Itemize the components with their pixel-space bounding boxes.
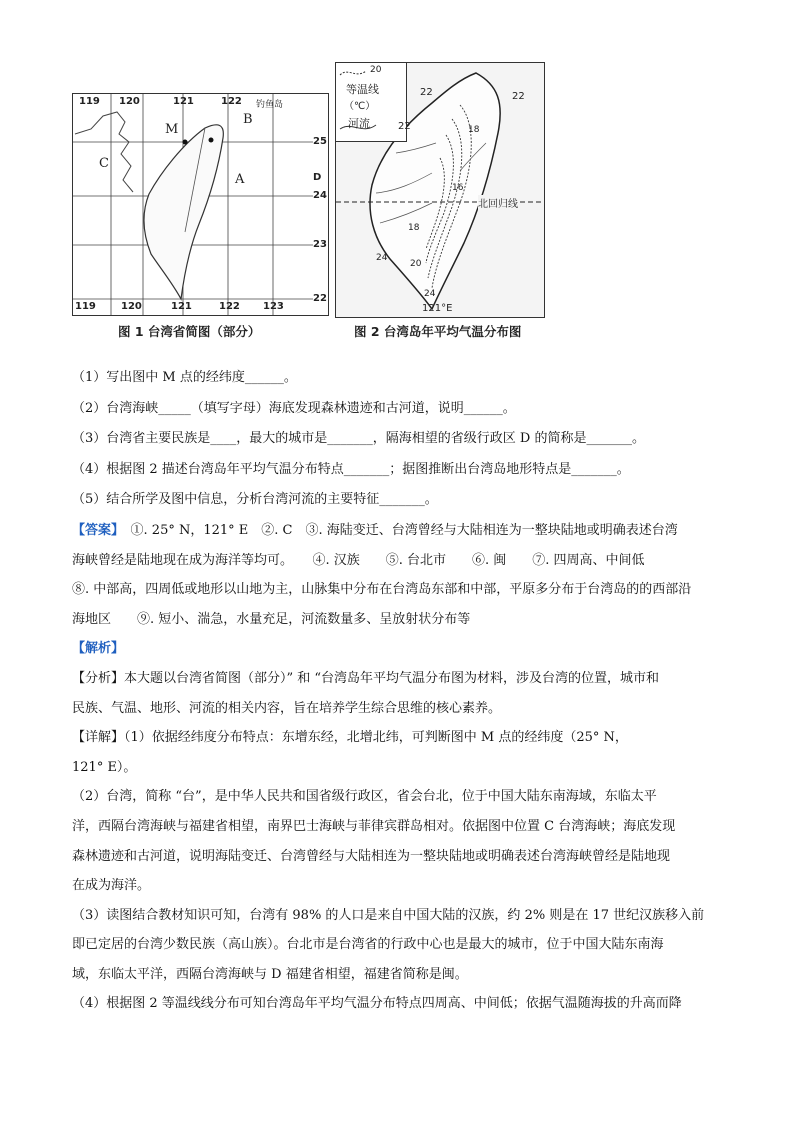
detail-line: 即已定居的台湾少数民族（高山族）。台北市是台湾省的行政中心也是最大的城市，位于中国大陆东南海 — [72, 937, 664, 953]
answer-line: 海地区 ⑨. 短小、湍急，水量充足，河流数量多、呈放射状分布等 — [72, 611, 471, 627]
detail-line: （4）根据图 2 等温线线分布可知台湾岛年平均气温分布特点四周高、中间低；依据气温随海拔的升高而降 — [72, 996, 682, 1012]
fig1-top-tick: 120 — [119, 96, 140, 107]
analysis-tag: 【解析】 — [72, 641, 125, 657]
isotherm-label: 24 — [424, 289, 436, 299]
figure-1-svg — [73, 94, 328, 315]
isotherm-label: 18 — [408, 223, 420, 233]
isotherm-label: 18 — [468, 125, 480, 135]
fig1-top-tick: 121 — [173, 96, 194, 107]
fig1-label-a: A — [235, 172, 245, 187]
question-5: （5）结合所学及图中信息，分析台湾河流的主要特征_______。 — [72, 492, 438, 508]
figure-1-caption: 图 1 台湾省简图（部分） — [118, 324, 261, 339]
answer-tag: 【答案】 — [72, 522, 118, 538]
fig1-bottom-tick: 119 — [75, 301, 96, 312]
isotherm-label: 22 — [512, 91, 525, 102]
fig1-right-tick: 22 — [313, 293, 327, 304]
taiwan-outline — [144, 125, 223, 299]
legend-unit: （℃） — [344, 101, 376, 112]
answer-line: ①. 25° N，121° E ②. C ③. 海陆变迁、台湾曾经与大陆相连为一整块陆地或明确表述台湾 — [130, 522, 678, 538]
fig1-top-tick: 122 — [221, 96, 242, 107]
fig1-right-tick: 25 — [313, 136, 327, 147]
isotherm-label: 20 — [410, 259, 422, 269]
answer-block — [72, 520, 740, 631]
detail-line: 洋，西隔台湾海峡与福建省相望，南界巴士海峡与菲律宾群岛相对。依据图中位置 C 台湾海峡；海底发现 — [72, 818, 676, 834]
figure-2-map — [335, 62, 545, 318]
fig1-bottom-tick: 122 — [219, 301, 240, 312]
mainland-coastline — [75, 112, 133, 192]
isotherm-label: 22 — [420, 87, 433, 98]
analysis-line: 民族、气温、地形、河流的相关内容，旨在培养学生综合思维的核心素养。 — [72, 700, 502, 716]
figure-1-map — [72, 93, 329, 316]
legend-value: 20 — [370, 65, 382, 75]
fig1-right-tick: 23 — [313, 239, 327, 250]
detail-line: （3）读图结合教材知识可知，台湾有 98% 的人口是来自中国大陆的汉族，约 2% 则是在 17 世纪汉族移入前 — [72, 907, 705, 923]
fig1-label-m: M — [165, 122, 179, 137]
point-m-marker — [183, 140, 188, 145]
question-content — [72, 367, 740, 1016]
analysis-line: 【分析】本大题以台湾省简图（部分）” 和 “台湾岛年平均气温分布图为材料，涉及台湾的位置，城市和 — [72, 670, 660, 686]
question-3: （3）台湾省主要民族是____，最大的城市是_______，隔海相望的省级行政区 D 的简称是_______。 — [72, 431, 645, 447]
analysis-block — [72, 638, 740, 1016]
fig1-label-d: D — [313, 172, 322, 183]
detail-line: 在成为海洋。 — [72, 878, 151, 894]
detail-line: （2）台湾，简称 “台”，是中华人民共和国省级行政区，省会台北，位于中国大陆东南海域，东临太平 — [72, 789, 657, 805]
question-1: （1）写出图中 M 点的经纬度______。 — [72, 370, 297, 385]
isotherm-label: 22 — [398, 121, 411, 132]
detail-line: 121° E）。 — [72, 759, 137, 775]
fig1-right-tick: 24 — [313, 190, 327, 201]
detail-line: 森林遗迹和古河道，说明海陆变迁、台湾曾经与大陆相连为一整块陆地或明确表述台湾海峡曾经是陆地现 — [72, 848, 671, 864]
taipei-marker — [209, 138, 214, 143]
legend-isotherm: 等温线 — [346, 83, 379, 96]
longitude-label: 121°E — [422, 303, 453, 314]
fig1-label-b: B — [243, 112, 253, 127]
isotherm-label: 16 — [452, 183, 464, 193]
detail-line: 域，东临太平洋，西隔台湾海峡与 D 福建省相望，福建省简称是闽。 — [72, 966, 468, 982]
answer-line: ⑧. 中部高，四周低或地形以山地为主，山脉集中分布在台湾岛东部和中部，平原多分布于台湾岛的的西部沿 — [72, 582, 692, 598]
diaoyu-island-label: 钓鱼岛 — [256, 100, 284, 110]
detail-line: 【详解】（1）依据经纬度分布特点：东增东经，北增北纬，可判断图中 M 点的经纬度（25° N， — [72, 730, 628, 746]
fig1-bottom-tick: 123 — [263, 301, 284, 312]
figure-2-caption: 图 2 台湾岛年平均气温分布图 — [354, 324, 522, 339]
figures-area — [72, 60, 542, 350]
fig1-bottom-tick: 121 — [171, 301, 192, 312]
fig1-bottom-tick: 120 — [121, 301, 142, 312]
legend-river: 河流 — [348, 117, 370, 130]
tropic-of-cancer-label: 北回归线 — [478, 195, 518, 210]
fig1-top-tick: 119 — [79, 96, 100, 107]
fig1-label-c: C — [99, 156, 109, 171]
answer-line: 海峡曾经是陆地现在成为海洋等均可。 ④. 汉族 ⑤. 台北市 ⑥. 闽 ⑦. 四周高、中间低 — [72, 552, 645, 568]
question-2: （2）台湾海峡_____（填写字母）海底发现森林遗迹和古河道，说明______。 — [72, 400, 516, 416]
isotherm-label: 24 — [376, 253, 388, 263]
question-4: （4）根据图 2 描述台湾岛年平均气温分布特点_______；据图推断出台湾岛地形特点是_______。 — [72, 461, 630, 477]
figure-2-legend — [336, 63, 407, 142]
